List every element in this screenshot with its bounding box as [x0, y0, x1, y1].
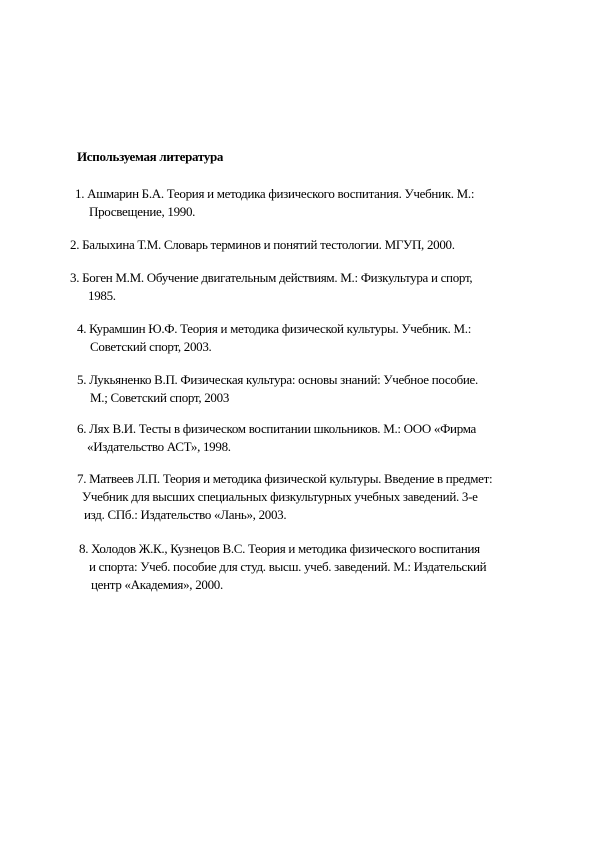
reference-text-line: «Издательство АСТ», 1998.	[87, 439, 231, 454]
reference-item-7	[77, 470, 492, 524]
reference-text-line: Советский спорт, 2003.	[90, 339, 212, 354]
reference-item-2	[70, 236, 455, 254]
reference-item-5	[77, 371, 478, 407]
reference-item-1	[75, 185, 474, 221]
reference-number: 6.	[77, 421, 87, 436]
reference-number: 2.	[70, 237, 80, 252]
reference-item-6	[77, 420, 476, 456]
reference-text-line: Матвеев Л.П. Теория и методика физической культуры. Введение в предмет:	[89, 471, 493, 486]
reference-number: 8.	[79, 541, 89, 556]
reference-number: 1.	[75, 186, 85, 201]
reference-text-line: М.; Советский спорт, 2003	[90, 390, 230, 405]
reference-item-4	[77, 320, 471, 356]
reference-number: 4.	[77, 321, 87, 336]
bibliography-heading: Используемая литература	[77, 149, 224, 164]
reference-text-line: 1985.	[88, 288, 116, 303]
reference-text-line: Холодов Ж.К., Кузнецов В.С. Теория и методика физического воспитания	[91, 541, 480, 556]
reference-number: 7.	[77, 471, 87, 486]
reference-number: 5.	[77, 372, 87, 387]
reference-text-line: центр «Академия», 2000.	[91, 577, 223, 592]
reference-text-line: Просвещение, 1990.	[89, 204, 196, 219]
reference-text-line: Балыхина Т.М. Словарь терминов и понятий тестологии. МГУП, 2000.	[82, 237, 455, 252]
reference-text-line: Курамшин Ю.Ф. Теория и методика физической культуры. Учебник. М.:	[89, 321, 472, 336]
reference-text-line: и спорта: Учеб. пособие для студ. высш. учеб. заведений. М.: Издательский	[89, 559, 487, 574]
reference-text-line: Лях В.И. Тесты в физическом воспитании школьников. М.: ООО «Фирма	[89, 421, 477, 436]
reference-item-3	[70, 269, 472, 305]
reference-text-line: Учебник для высших специальных физкультурных учебных заведений. 3-е	[82, 489, 478, 504]
reference-text-line: изд. СПб.: Издательство «Лань», 2003.	[84, 507, 287, 522]
reference-text-line: Ашмарин Б.А. Теория и методика физического воспитания. Учебник. М.:	[87, 186, 475, 201]
reference-number: 3.	[70, 270, 80, 285]
reference-item-8	[79, 540, 486, 594]
reference-text-line: Боген М.М. Обучение двигательным действиям. М.: Физкультура и спорт,	[82, 270, 473, 285]
reference-text-line: Лукьяненко В.П. Физическая культура: основы знаний: Учебное пособие.	[89, 372, 478, 387]
